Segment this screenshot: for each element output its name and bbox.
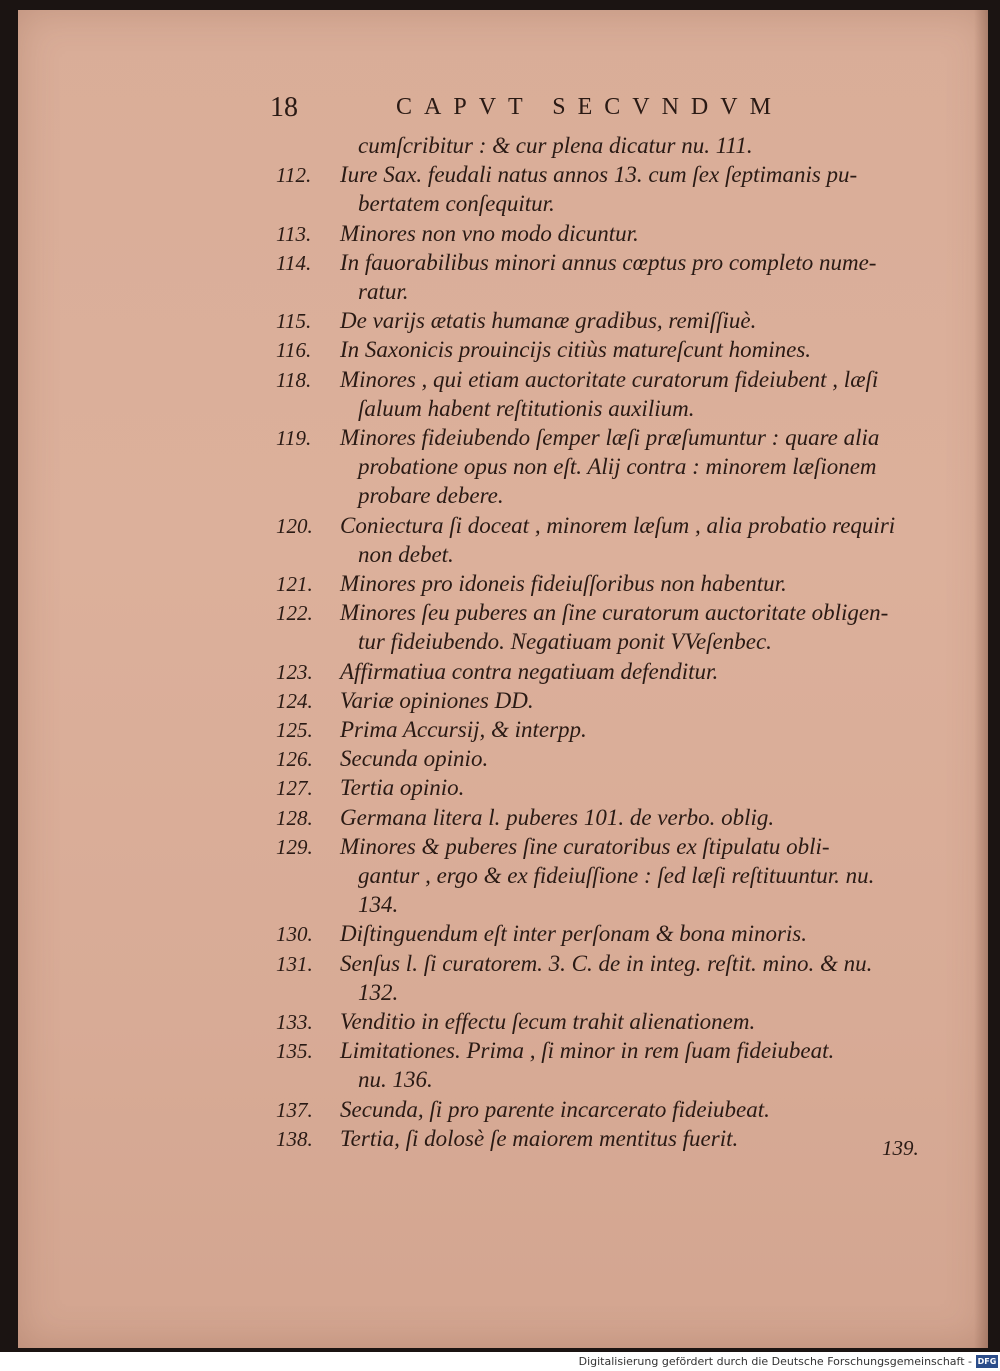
dfg-logo: DFG: [977, 1357, 997, 1366]
entry-text-line: Secunda, ſi pro parente incarcerato fideiubeat.: [340, 1096, 770, 1122]
entry-number: 128.: [276, 805, 313, 830]
entry-number: 137.: [276, 1097, 313, 1122]
entry-text-line: tur fideiubendo. Negatiuam ponit VVeſenbec.: [358, 629, 772, 655]
entry-text-line: Tertia opinio.: [340, 775, 465, 801]
entry-text-line: Venditio in effectu ſecum trahit alienationem.: [340, 1009, 756, 1034]
footer-bar: [0, 1352, 1000, 1371]
running-title: CAPVT SECVNDVM: [396, 94, 783, 120]
entry-text-line: non debet.: [358, 541, 454, 567]
entry-text-line: In Saxonicis prouincijs citiùs matureſcunt homines.: [340, 337, 812, 363]
entry-text-line: Prima Accursij, & interpp.: [340, 717, 587, 742]
entry-text-line: ratur.: [358, 279, 409, 304]
entry-number: 125.: [276, 718, 313, 742]
entry-text-line: Iure Sax. feudali natus annos 13. cum ſex ſeptimanis pu-: [340, 162, 858, 188]
entry-text-line: 134.: [358, 892, 399, 918]
entry-text-line: Tertia, ſi dolosè ſe maiorem mentitus fuerit.: [340, 1125, 739, 1151]
entry-text-line: Variæ opiniones DD.: [340, 687, 534, 713]
entry-text-line: 132.: [358, 979, 399, 1005]
entry-text-line: Limitationes. Prima , ſi minor in rem ſuam fideiubeat.: [340, 1038, 835, 1064]
entry-number: 116.: [276, 338, 312, 363]
entry-text-line: Germana litera l. puberes 101. de verbo. oblig.: [340, 804, 775, 830]
entry-text-line: probatione opus non eſt. Alij contra : minorem læſionem: [358, 454, 877, 480]
entry-number: 126.: [276, 747, 313, 772]
entry-text-line: bertatem conſequitur.: [358, 191, 555, 217]
entry-number: 120.: [276, 513, 313, 538]
entry-number: 115.: [276, 309, 312, 334]
entry-text-line: Minores , qui etiam auctoritate curatorum fideiubent , læſi: [340, 366, 879, 392]
entry-text-line: Minores ſeu puberes an ſine curatorum auctoritate obligen-: [340, 600, 889, 626]
entry-number: 113.: [276, 221, 312, 246]
entry-text-line: Affirmatiua contra negatiuam defenditur.: [340, 658, 719, 684]
entry-text-line: Minores non vno modo dicuntur.: [340, 220, 639, 246]
entry-number: 118.: [276, 367, 312, 392]
entry-number: 130.: [276, 922, 313, 947]
entry-number: 133.: [276, 1010, 313, 1034]
entry-number: 114.: [276, 250, 312, 275]
index-entries: [18, 10, 988, 1348]
entry-number: 123.: [276, 659, 313, 684]
entry-text-line: ſaluum habent reſtitutionis auxilium.: [358, 395, 695, 421]
entry-text-line: Diſtinguendum eſt inter perſonam & bona minoris.: [340, 921, 808, 947]
entry-number: 121.: [276, 572, 313, 596]
entry-number: 129.: [276, 834, 313, 859]
book-page: [18, 10, 988, 1348]
entry-text-line: probare debere.: [358, 483, 504, 509]
entry-number: 124.: [276, 688, 313, 713]
entry-text-line: gantur , ergo & ex fideiuſſione : ſed læſi reſtituuntur. nu.: [358, 863, 875, 888]
entry-number: 119.: [276, 426, 312, 450]
entry-text-line: Minores fideiubendo ſemper læſi præſumuntur : quare alia: [340, 425, 880, 450]
entry-text-line: nu. 136.: [358, 1067, 433, 1093]
entry-text-line: Coniectura ſi doceat , minorem læſum , alia probatio requiri: [340, 512, 896, 538]
page-number: 18: [270, 92, 298, 123]
entry-text-line: In fauorabilibus minori annus cœptus pro completo nume-: [340, 249, 877, 275]
entry-number: 135.: [276, 1039, 313, 1064]
entry-text-line: Secunda opinio.: [340, 746, 489, 772]
entry-number: 112.: [276, 163, 312, 188]
entry-text-line: Minores pro idoneis fideiuſſoribus non habentur.: [340, 571, 787, 596]
entry-number: 127.: [276, 776, 313, 801]
entry-number: 138.: [276, 1126, 313, 1151]
entry-text-line: Senſus l. ſi curatorem. 3. C. de in integ. reſtit. mino. & nu.: [340, 950, 873, 976]
entry-number: 131.: [276, 951, 313, 976]
funding-credit: Digitalisierung gefördert durch die Deutsche Forschungsgemeinschaft -: [578, 1355, 972, 1368]
entry-text-line: Minores & puberes ſine curatoribus ex ſtipulatu obli-: [340, 833, 830, 859]
catchword: 139.: [882, 1136, 919, 1160]
entry-text-line: De varijs ætatis humanæ gradibus, remiſſiuè.: [340, 308, 757, 334]
entry-number: 122.: [276, 601, 313, 626]
entry-text-line: cumſcribitur : & cur plena dicatur nu. 111.: [358, 133, 753, 158]
